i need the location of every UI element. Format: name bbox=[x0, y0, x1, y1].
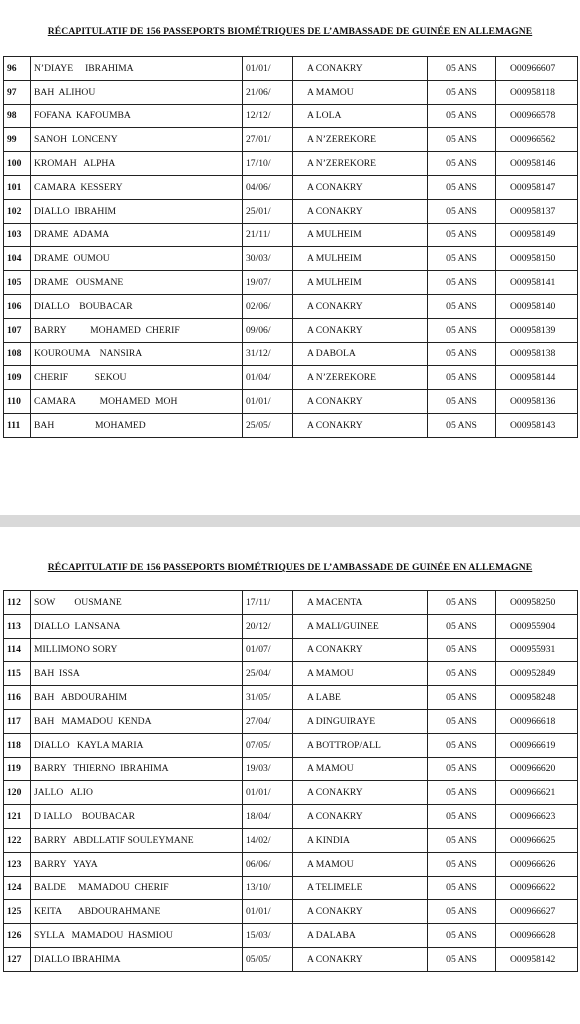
holder-name: BAH ABDOURAHIM bbox=[31, 686, 243, 710]
holder-name: KOUROUMA NANSIRA bbox=[31, 342, 243, 366]
table-row bbox=[4, 828, 578, 852]
table-row bbox=[4, 128, 578, 152]
validity: 05 ANS bbox=[428, 900, 496, 924]
birth-place: A CONAKRY bbox=[293, 199, 428, 223]
holder-name: BAH ALIHOU bbox=[31, 80, 243, 104]
birth-place: A CONAKRY bbox=[293, 781, 428, 805]
birth-date: 09/06/ bbox=[243, 318, 293, 342]
passport-number: O00958141 bbox=[496, 271, 578, 295]
table-row bbox=[4, 805, 578, 829]
birth-place: A CONAKRY bbox=[293, 57, 428, 81]
row-number: 114 bbox=[4, 638, 31, 662]
birth-date: 01/01/ bbox=[243, 57, 293, 81]
validity: 05 ANS bbox=[428, 390, 496, 414]
birth-place: A DALABA bbox=[293, 924, 428, 948]
birth-date: 04/06/ bbox=[243, 175, 293, 199]
birth-date: 15/03/ bbox=[243, 924, 293, 948]
validity: 05 ANS bbox=[428, 805, 496, 829]
birth-date: 27/04/ bbox=[243, 709, 293, 733]
row-number: 113 bbox=[4, 614, 31, 638]
table-row bbox=[4, 104, 578, 128]
holder-name: BAH MAMADOU KENDA bbox=[31, 709, 243, 733]
row-number: 115 bbox=[4, 662, 31, 686]
holder-name: SOW OUSMANE bbox=[31, 591, 243, 615]
holder-name: SYLLA MAMADOU HASMIOU bbox=[31, 924, 243, 948]
birth-date: 01/07/ bbox=[243, 638, 293, 662]
table-row bbox=[4, 366, 578, 390]
passport-number: O00958139 bbox=[496, 318, 578, 342]
birth-date: 01/01/ bbox=[243, 781, 293, 805]
holder-name: KEITA ABDOURAHMANE bbox=[31, 900, 243, 924]
row-number: 101 bbox=[4, 175, 31, 199]
table-row bbox=[4, 199, 578, 223]
birth-place: A MULHEIM bbox=[293, 223, 428, 247]
birth-place: A MULHEIM bbox=[293, 247, 428, 271]
row-number: 103 bbox=[4, 223, 31, 247]
page-title: RÉCAPITULATIF DE 156 PASSEPORTS BIOMÉTRIQUES DE L’AMBASSADE DE GUINÉE EN ALLEMAGNE bbox=[47, 26, 533, 37]
row-number: 110 bbox=[4, 390, 31, 414]
row-number: 112 bbox=[4, 591, 31, 615]
table-row bbox=[4, 294, 578, 318]
table-row bbox=[4, 342, 578, 366]
table-row bbox=[4, 271, 578, 295]
validity: 05 ANS bbox=[428, 294, 496, 318]
birth-date: 06/06/ bbox=[243, 852, 293, 876]
validity: 05 ANS bbox=[428, 342, 496, 366]
birth-place: A MAMOU bbox=[293, 662, 428, 686]
passport-number: O00958140 bbox=[496, 294, 578, 318]
passport-table bbox=[3, 590, 578, 972]
birth-date: 01/01/ bbox=[243, 390, 293, 414]
birth-date: 30/03/ bbox=[243, 247, 293, 271]
birth-place: A DINGUIRAYE bbox=[293, 709, 428, 733]
table-row bbox=[4, 57, 578, 81]
row-number: 106 bbox=[4, 294, 31, 318]
validity: 05 ANS bbox=[428, 662, 496, 686]
table-row bbox=[4, 781, 578, 805]
validity: 05 ANS bbox=[428, 591, 496, 615]
row-number: 126 bbox=[4, 924, 31, 948]
validity: 05 ANS bbox=[428, 828, 496, 852]
table-row bbox=[4, 638, 578, 662]
document-page-2 bbox=[0, 527, 580, 1024]
row-number: 111 bbox=[4, 413, 31, 437]
row-number: 108 bbox=[4, 342, 31, 366]
passport-number: O00966619 bbox=[496, 733, 578, 757]
passport-number: O00966607 bbox=[496, 57, 578, 81]
table-row bbox=[4, 390, 578, 414]
table-row bbox=[4, 876, 578, 900]
table-row bbox=[4, 80, 578, 104]
passport-number: O00966621 bbox=[496, 781, 578, 805]
passport-table bbox=[3, 56, 578, 438]
validity: 05 ANS bbox=[428, 80, 496, 104]
row-number: 118 bbox=[4, 733, 31, 757]
validity: 05 ANS bbox=[428, 128, 496, 152]
birth-date: 13/10/ bbox=[243, 876, 293, 900]
birth-place: A CONAKRY bbox=[293, 638, 428, 662]
holder-name: DIALLO IBRAHIMA bbox=[31, 947, 243, 971]
birth-place: A CONAKRY bbox=[293, 947, 428, 971]
validity: 05 ANS bbox=[428, 947, 496, 971]
birth-place: A KINDIA bbox=[293, 828, 428, 852]
passport-number: O00966622 bbox=[496, 876, 578, 900]
passport-number: O00958138 bbox=[496, 342, 578, 366]
row-number: 124 bbox=[4, 876, 31, 900]
passport-number: O00966618 bbox=[496, 709, 578, 733]
holder-name: BARRY THIERNO IBRAHIMA bbox=[31, 757, 243, 781]
birth-place: A N’ZEREKORE bbox=[293, 366, 428, 390]
holder-name: BARRY YAYA bbox=[31, 852, 243, 876]
birth-place: A CONAKRY bbox=[293, 413, 428, 437]
holder-name: JALLO ALIO bbox=[31, 781, 243, 805]
passport-number: O00966628 bbox=[496, 924, 578, 948]
passport-number: O00966562 bbox=[496, 128, 578, 152]
table-row bbox=[4, 757, 578, 781]
holder-name: SANOH LONCENY bbox=[31, 128, 243, 152]
birth-place: A TELIMELE bbox=[293, 876, 428, 900]
birth-place: A CONAKRY bbox=[293, 805, 428, 829]
holder-name: DIALLO IBRAHIM bbox=[31, 199, 243, 223]
row-number: 102 bbox=[4, 199, 31, 223]
birth-date: 17/11/ bbox=[243, 591, 293, 615]
validity: 05 ANS bbox=[428, 152, 496, 176]
table-row bbox=[4, 686, 578, 710]
passport-table-body bbox=[4, 591, 578, 972]
table-row bbox=[4, 247, 578, 271]
passport-number: O00966626 bbox=[496, 852, 578, 876]
holder-name: FOFANA KAFOUMBA bbox=[31, 104, 243, 128]
holder-name: DRAME OUMOU bbox=[31, 247, 243, 271]
validity: 05 ANS bbox=[428, 686, 496, 710]
table-row bbox=[4, 318, 578, 342]
validity: 05 ANS bbox=[428, 223, 496, 247]
validity: 05 ANS bbox=[428, 413, 496, 437]
passport-number: O00958144 bbox=[496, 366, 578, 390]
passport-number: O00966627 bbox=[496, 900, 578, 924]
birth-date: 19/07/ bbox=[243, 271, 293, 295]
holder-name: DRAME OUSMANE bbox=[31, 271, 243, 295]
birth-place: A MACENTA bbox=[293, 591, 428, 615]
validity: 05 ANS bbox=[428, 709, 496, 733]
validity: 05 ANS bbox=[428, 757, 496, 781]
birth-place: A N’ZEREKORE bbox=[293, 152, 428, 176]
table-row bbox=[4, 223, 578, 247]
table-row bbox=[4, 614, 578, 638]
passport-number: O00958149 bbox=[496, 223, 578, 247]
row-number: 125 bbox=[4, 900, 31, 924]
passport-number: O00958146 bbox=[496, 152, 578, 176]
holder-name: MILLIMONO SORY bbox=[31, 638, 243, 662]
passport-number: O00958143 bbox=[496, 413, 578, 437]
page-title: RÉCAPITULATIF DE 156 PASSEPORTS BIOMÉTRIQUES DE L’AMBASSADE DE GUINÉE EN ALLEMAGNE bbox=[47, 562, 533, 573]
holder-name: DIALLO LANSANA bbox=[31, 614, 243, 638]
birth-place: A N’ZEREKORE bbox=[293, 128, 428, 152]
row-number: 121 bbox=[4, 805, 31, 829]
birth-place: A MAMOU bbox=[293, 80, 428, 104]
birth-date: 01/01/ bbox=[243, 900, 293, 924]
validity: 05 ANS bbox=[428, 366, 496, 390]
passport-number: O00958137 bbox=[496, 199, 578, 223]
table-row bbox=[4, 924, 578, 948]
validity: 05 ANS bbox=[428, 199, 496, 223]
birth-date: 20/12/ bbox=[243, 614, 293, 638]
holder-name: CAMARA KESSERY bbox=[31, 175, 243, 199]
validity: 05 ANS bbox=[428, 247, 496, 271]
row-number: 116 bbox=[4, 686, 31, 710]
birth-place: A DABOLA bbox=[293, 342, 428, 366]
table-row bbox=[4, 152, 578, 176]
row-number: 96 bbox=[4, 57, 31, 81]
passport-number: O00955931 bbox=[496, 638, 578, 662]
table-row bbox=[4, 413, 578, 437]
holder-name: CAMARA MOHAMED MOH bbox=[31, 390, 243, 414]
row-number: 97 bbox=[4, 80, 31, 104]
birth-place: A CONAKRY bbox=[293, 175, 428, 199]
passport-number: O00958250 bbox=[496, 591, 578, 615]
holder-name: DIALLO KAYLA MARIA bbox=[31, 733, 243, 757]
validity: 05 ANS bbox=[428, 57, 496, 81]
passport-number: O00958248 bbox=[496, 686, 578, 710]
row-number: 117 bbox=[4, 709, 31, 733]
passport-number: O00958142 bbox=[496, 947, 578, 971]
row-number: 100 bbox=[4, 152, 31, 176]
birth-date: 19/03/ bbox=[243, 757, 293, 781]
holder-name: BAH ISSA bbox=[31, 662, 243, 686]
passport-number: O00966623 bbox=[496, 805, 578, 829]
table-row bbox=[4, 591, 578, 615]
table-row bbox=[4, 662, 578, 686]
passport-number: O00958150 bbox=[496, 247, 578, 271]
validity: 05 ANS bbox=[428, 781, 496, 805]
birth-date: 12/12/ bbox=[243, 104, 293, 128]
table-row bbox=[4, 852, 578, 876]
validity: 05 ANS bbox=[428, 104, 496, 128]
row-number: 105 bbox=[4, 271, 31, 295]
passport-number: O00952849 bbox=[496, 662, 578, 686]
holder-name: BARRY MOHAMED CHERIF bbox=[31, 318, 243, 342]
passport-number: O00958118 bbox=[496, 80, 578, 104]
page-separator bbox=[0, 515, 580, 527]
row-number: 109 bbox=[4, 366, 31, 390]
holder-name: KROMAH ALPHA bbox=[31, 152, 243, 176]
validity: 05 ANS bbox=[428, 318, 496, 342]
validity: 05 ANS bbox=[428, 175, 496, 199]
birth-date: 05/05/ bbox=[243, 947, 293, 971]
passport-number: O00966625 bbox=[496, 828, 578, 852]
birth-place: A MAMOU bbox=[293, 757, 428, 781]
birth-date: 14/02/ bbox=[243, 828, 293, 852]
birth-place: A MAMOU bbox=[293, 852, 428, 876]
row-number: 120 bbox=[4, 781, 31, 805]
table-row bbox=[4, 900, 578, 924]
row-number: 122 bbox=[4, 828, 31, 852]
row-number: 98 bbox=[4, 104, 31, 128]
birth-date: 27/01/ bbox=[243, 128, 293, 152]
birth-place: A LABE bbox=[293, 686, 428, 710]
birth-place: A CONAKRY bbox=[293, 900, 428, 924]
passport-number: O00966578 bbox=[496, 104, 578, 128]
passport-table-body bbox=[4, 57, 578, 438]
holder-name: DRAME ADAMA bbox=[31, 223, 243, 247]
birth-date: 31/05/ bbox=[243, 686, 293, 710]
birth-date: 18/04/ bbox=[243, 805, 293, 829]
validity: 05 ANS bbox=[428, 733, 496, 757]
holder-name: D IALLO BOUBACAR bbox=[31, 805, 243, 829]
row-number: 123 bbox=[4, 852, 31, 876]
birth-date: 01/04/ bbox=[243, 366, 293, 390]
holder-name: BALDE MAMADOU CHERIF bbox=[31, 876, 243, 900]
birth-place: A MULHEIM bbox=[293, 271, 428, 295]
passport-number: O00958136 bbox=[496, 390, 578, 414]
validity: 05 ANS bbox=[428, 271, 496, 295]
validity: 05 ANS bbox=[428, 924, 496, 948]
validity: 05 ANS bbox=[428, 638, 496, 662]
holder-name: BAH MOHAMED bbox=[31, 413, 243, 437]
birth-date: 25/01/ bbox=[243, 199, 293, 223]
holder-name: CHERIF SEKOU bbox=[31, 366, 243, 390]
table-row bbox=[4, 947, 578, 971]
row-number: 119 bbox=[4, 757, 31, 781]
birth-place: A BOTTROP/ALL bbox=[293, 733, 428, 757]
validity: 05 ANS bbox=[428, 852, 496, 876]
holder-name: BARRY ABDLLATIF SOULEYMANE bbox=[31, 828, 243, 852]
table-row bbox=[4, 733, 578, 757]
birth-date: 02/06/ bbox=[243, 294, 293, 318]
table-row bbox=[4, 709, 578, 733]
validity: 05 ANS bbox=[428, 614, 496, 638]
row-number: 107 bbox=[4, 318, 31, 342]
birth-place: A CONAKRY bbox=[293, 318, 428, 342]
passport-number: O00966620 bbox=[496, 757, 578, 781]
table-row bbox=[4, 175, 578, 199]
birth-date: 07/05/ bbox=[243, 733, 293, 757]
passport-number: O00955904 bbox=[496, 614, 578, 638]
birth-place: A MALI/GUINEE bbox=[293, 614, 428, 638]
passport-number: O00958147 bbox=[496, 175, 578, 199]
row-number: 104 bbox=[4, 247, 31, 271]
birth-place: A CONAKRY bbox=[293, 294, 428, 318]
validity: 05 ANS bbox=[428, 876, 496, 900]
birth-date: 31/12/ bbox=[243, 342, 293, 366]
birth-date: 21/11/ bbox=[243, 223, 293, 247]
birth-date: 25/05/ bbox=[243, 413, 293, 437]
row-number: 99 bbox=[4, 128, 31, 152]
birth-date: 25/04/ bbox=[243, 662, 293, 686]
holder-name: N’DIAYE IBRAHIMA bbox=[31, 57, 243, 81]
birth-date: 17/10/ bbox=[243, 152, 293, 176]
birth-date: 21/06/ bbox=[243, 80, 293, 104]
birth-place: A CONAKRY bbox=[293, 390, 428, 414]
row-number: 127 bbox=[4, 947, 31, 971]
birth-place: A LOLA bbox=[293, 104, 428, 128]
holder-name: DIALLO BOUBACAR bbox=[31, 294, 243, 318]
